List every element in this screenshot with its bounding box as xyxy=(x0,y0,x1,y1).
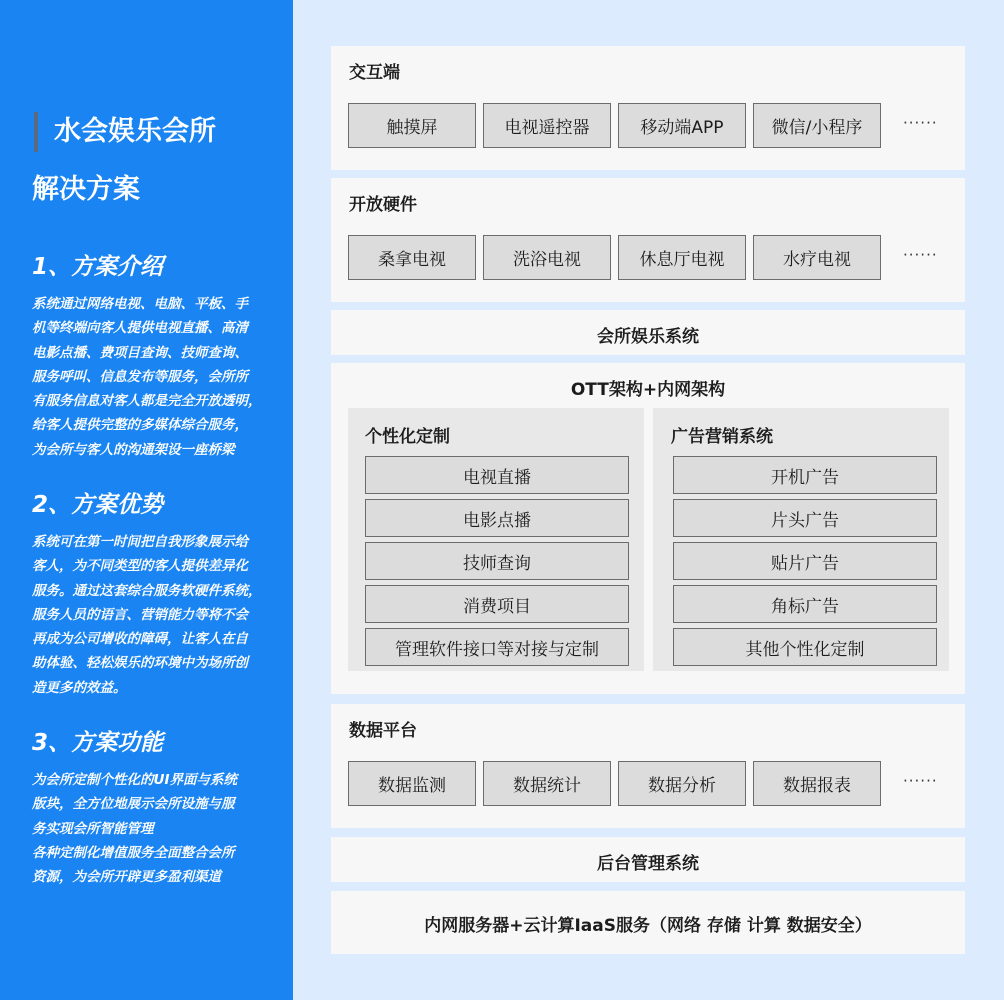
chip-data-monitoring: 数据监测 xyxy=(348,761,476,806)
chip-technician-query: 技师查询 xyxy=(365,542,629,580)
text-line: 系统通过网络电视、电脑、平板、手 xyxy=(32,296,248,312)
text-line: 机等终端向客人提供电视直播、高清 xyxy=(32,320,248,337)
text-line: 版块，全方位地展示会所设施与服 xyxy=(32,796,235,813)
custom-group-title: 个性化定制 xyxy=(365,427,450,447)
interaction-layer xyxy=(331,46,965,170)
ads-group xyxy=(653,408,949,671)
chip-movie-vod: 电影点播 xyxy=(365,499,629,537)
ellipsis: ······ xyxy=(903,246,938,264)
page-subtitle: 解决方案 xyxy=(32,174,140,205)
chip-tv-remote: 电视遥控器 xyxy=(483,103,611,148)
text-line: 助体验、轻松娱乐的环境中为场所创 xyxy=(32,655,248,672)
text-line: 为会所定制个性化的UI界面与系统 xyxy=(32,772,237,788)
section-heading-intro: 1、方案介绍 xyxy=(32,254,164,280)
section-text-intro xyxy=(32,292,276,462)
chip-wechat-miniprogram: 微信/小程序 xyxy=(753,103,881,148)
chip-other-custom: 其他个性化定制 xyxy=(673,628,937,666)
ott-layer xyxy=(331,363,965,694)
backend-layer xyxy=(331,837,965,882)
entertainment-system-title: 会所娱乐系统 xyxy=(597,327,699,347)
chip-software-interface: 管理软件接口等对接与定制 xyxy=(365,628,629,666)
interaction-layer-title: 交互端 xyxy=(349,63,400,83)
chip-corner-ad: 角标广告 xyxy=(673,585,937,623)
chip-data-statistics: 数据统计 xyxy=(483,761,611,806)
text-line: 服务人员的语言、营销能力等将不会 xyxy=(32,606,248,623)
ads-group-title: 广告营销系统 xyxy=(671,427,773,447)
chip-overlay-ad: 贴片广告 xyxy=(673,542,937,580)
text-line: 系统可在第一时间把自我形象展示给 xyxy=(32,534,248,550)
chip-lounge-tv: 休息厅电视 xyxy=(618,235,746,280)
hardware-layer-title: 开放硬件 xyxy=(349,195,417,215)
ellipsis: ······ xyxy=(903,772,938,790)
chip-consumption-items: 消费项目 xyxy=(365,585,629,623)
backend-title: 后台管理系统 xyxy=(597,854,699,874)
section-heading-advantage: 2、方案优势 xyxy=(32,492,164,518)
section-text-advantage xyxy=(32,530,276,700)
text-line: 客人，为不同类型的客人提供差异化 xyxy=(32,558,248,575)
text-line: 造更多的效益。 xyxy=(32,679,127,696)
chip-spa-tv: 水疗电视 xyxy=(753,235,881,280)
infrastructure-layer xyxy=(331,891,965,954)
text-line: 资源，为会所开辟更多盈利渠道 xyxy=(32,869,221,886)
text-line: 给客人提供完整的多媒体综合服务， xyxy=(32,417,248,434)
data-platform-layer xyxy=(331,704,965,828)
section-heading-function: 3、方案功能 xyxy=(32,730,164,756)
chip-mobile-app: 移动端APP xyxy=(618,103,746,148)
text-line: 为会所与客人的沟通架设一座桥梁 xyxy=(32,441,235,458)
entertainment-system-layer xyxy=(331,310,965,355)
custom-group xyxy=(348,408,644,671)
chip-preroll-ad: 片头广告 xyxy=(673,499,937,537)
chip-tv-live: 电视直播 xyxy=(365,456,629,494)
text-line: 各种定制化增值服务全面整合会所 xyxy=(32,844,235,861)
section-text-function xyxy=(32,768,276,889)
chip-sauna-tv: 桑拿电视 xyxy=(348,235,476,280)
text-line: 有服务信息对客人都是完全开放透明， xyxy=(32,393,262,410)
text-line: 服务。通过这套综合服务软硬件系统， xyxy=(32,582,262,599)
ellipsis: ······ xyxy=(903,114,938,132)
sidebar xyxy=(0,0,293,1000)
ott-layer-title: OTT架构+内网架构 xyxy=(570,380,726,400)
infrastructure-title: 内网服务器+云计算IaaS服务（网络 存储 计算 数据安全） xyxy=(424,916,872,936)
chip-bath-tv: 洗浴电视 xyxy=(483,235,611,280)
page-title: 水会娱乐会所 xyxy=(54,116,216,147)
data-platform-title: 数据平台 xyxy=(349,721,417,741)
text-line: 再成为公司增收的障碍，让客人在自 xyxy=(32,631,248,648)
chip-data-reports: 数据报表 xyxy=(753,761,881,806)
text-line: 务实现会所智能管理 xyxy=(32,820,154,837)
title-accent-bar xyxy=(34,112,38,152)
hardware-layer xyxy=(331,178,965,302)
chip-touchscreen: 触摸屏 xyxy=(348,103,476,148)
text-line: 服务呼叫、信息发布等服务，会所所 xyxy=(32,368,248,385)
text-line: 电影点播、费项目查询、技师查询、 xyxy=(32,344,248,361)
chip-data-analysis: 数据分析 xyxy=(618,761,746,806)
chip-boot-ad: 开机广告 xyxy=(673,456,937,494)
